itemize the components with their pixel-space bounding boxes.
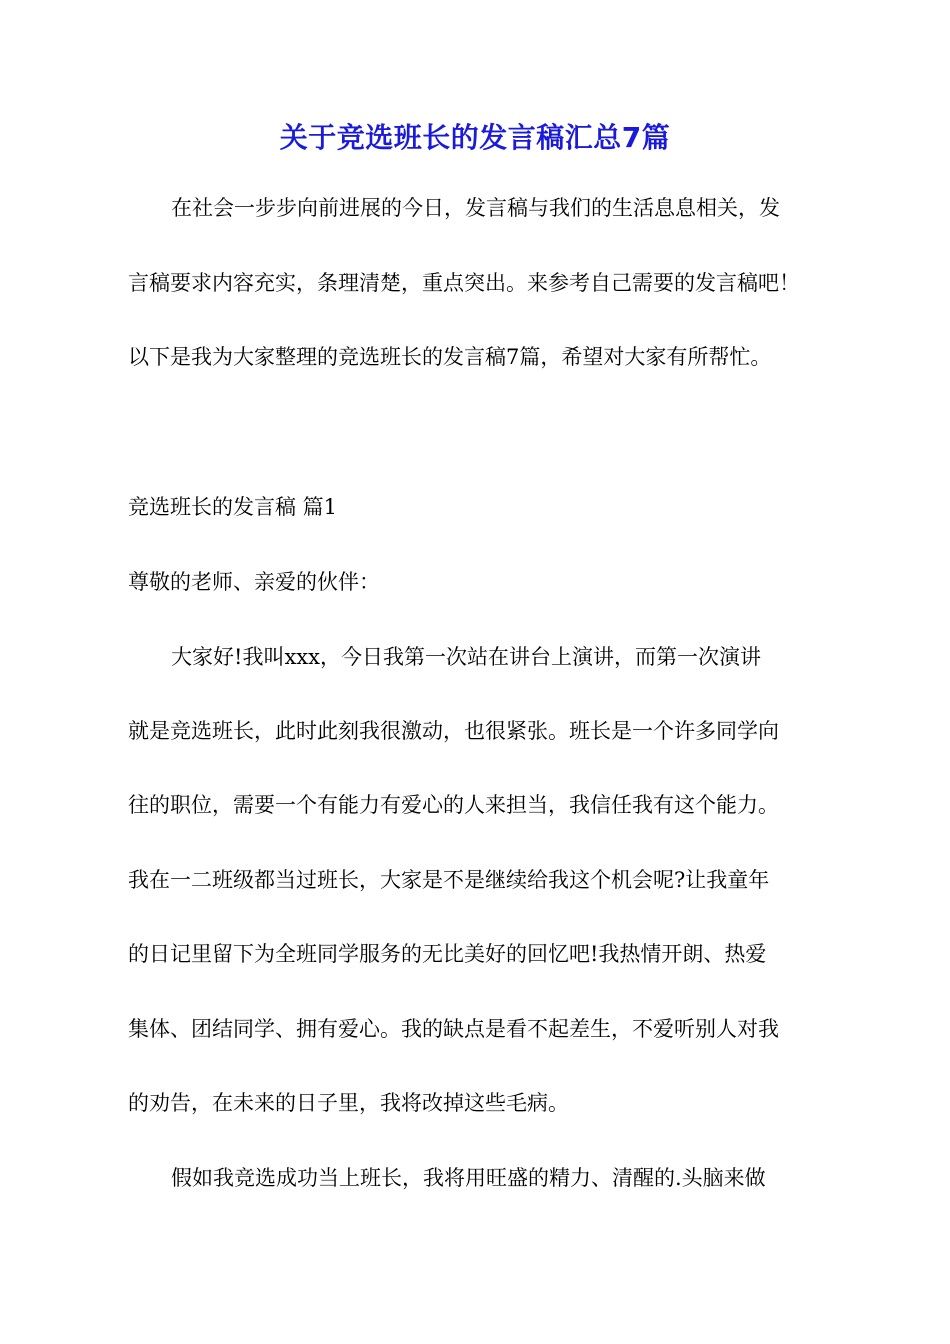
salutation: 尊敬的老师、亲爱的伙伴： (128, 570, 380, 594)
body-line-2: 就是竞选班长，此时此刻我很激动，也很紧张。班长是一个许多同学向 (128, 719, 779, 743)
body-line-5: 的日记里留下为全班同学服务的无比美好的回忆吧!我热情开朗、热爱 (128, 942, 767, 966)
document-title: 关于竞选班长的发言稿汇总7篇 (279, 121, 671, 154)
intro-line-2: 言稿要求内容充实，条理清楚，重点突出。来参考自己需要的发言稿吧！ (128, 271, 800, 295)
body-line-6: 集体、团结同学、拥有爱心。我的缺点是看不起差生，不爱听别人对我 (128, 1017, 779, 1041)
intro-line-3: 以下是我为大家整理的竞选班长的发言稿7篇，希望对大家有所帮忙。 (128, 345, 772, 369)
section-heading: 竞选班长的发言稿 篇1 (128, 495, 338, 519)
body-line-4: 我在一二班级都当过班长，大家是不是继续给我这个机会呢?让我童年 (128, 868, 770, 892)
body-line-3: 往的职位，需要一个有能力有爱心的人来担当，我信任我有这个能力。 (128, 793, 779, 817)
body-line-7: 的劝告，在未来的日子里，我将改掉这些毛病。 (128, 1091, 569, 1115)
body-line-8: 假如我竞选成功当上班长，我将用旺盛的精力、清醒的.头脑来做 (171, 1166, 766, 1190)
body-line-1: 大家好!我叫xxx，今日我第一次站在讲台上演讲，而第一次演讲 (171, 645, 761, 669)
intro-line-1: 在社会一步步向前进展的今日，发言稿与我们的生活息息相关，发 (171, 196, 780, 220)
